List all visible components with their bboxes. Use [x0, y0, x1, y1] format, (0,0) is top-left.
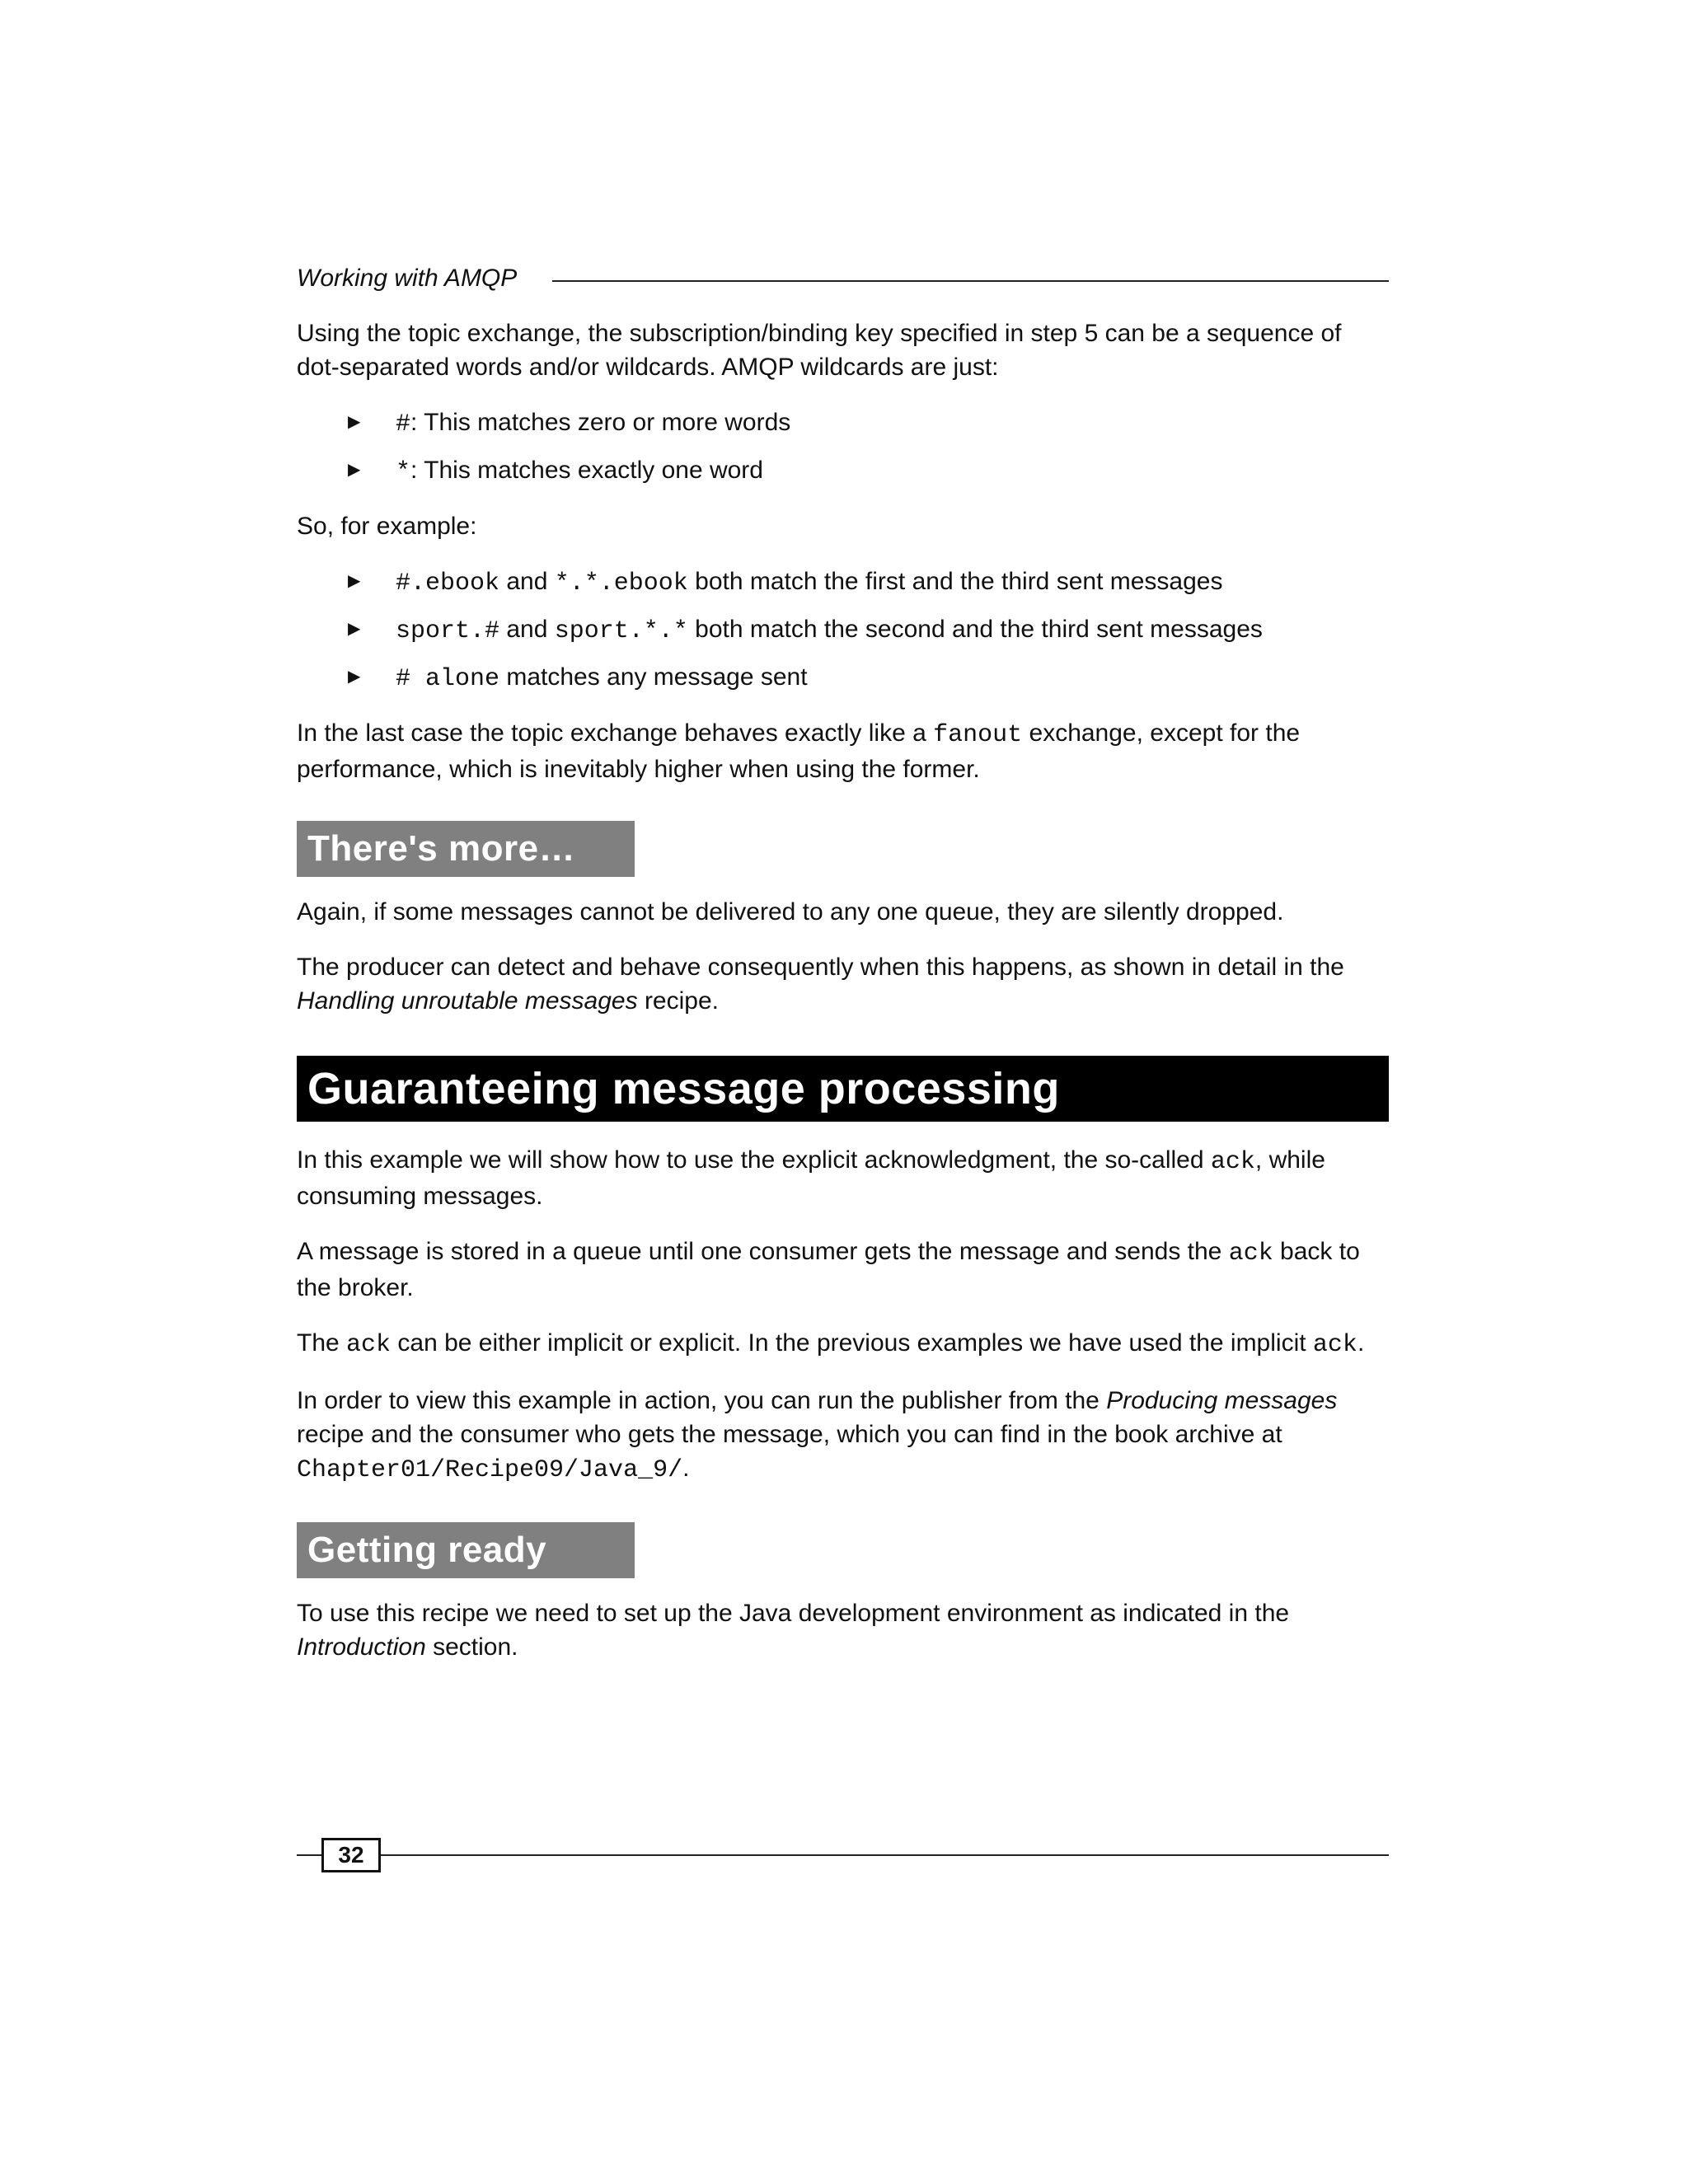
inline-code: ack: [1210, 1148, 1255, 1176]
archive-path: Chapter01/Recipe09/Java_9/: [297, 1456, 683, 1484]
text-run: To use this recipe we need to set up the Java development environment as indicated in the: [297, 1600, 1290, 1627]
intro-paragraph: Using the topic exchange, the subscription/binding key specified in step 5 can be a sequence of dot-separated words and/or wildcards. AMQP wildcards are just:: [297, 320, 1342, 381]
text-run: can be either implicit or explicit. In the previous examples we have used the implicit: [391, 1329, 1313, 1357]
text-run: recipe.: [637, 987, 719, 1015]
archive-paragraph: [297, 1384, 1389, 1488]
book-page: [297, 0, 1389, 2184]
example-code: sport.*.*: [554, 617, 688, 645]
inline-code: ack: [1312, 1331, 1357, 1359]
running-title: Working with AMQP: [297, 265, 540, 292]
inline-code: ack: [1228, 1240, 1273, 1268]
example-code: *.*.ebook: [554, 569, 688, 598]
queue-paragraph: [297, 1235, 1389, 1305]
text-run: In this example we will show how to use the explicit acknowledgment, the so-called: [297, 1146, 1211, 1174]
inline-code: ack: [346, 1331, 392, 1359]
recipe-reference: Producing messages: [1106, 1387, 1338, 1414]
bullet-arrow-icon: ▶: [348, 572, 361, 590]
list-item: [297, 660, 1389, 696]
text-run: , while consuming messages.: [297, 1146, 1325, 1210]
example-code: # alone: [396, 665, 500, 693]
section-heading-theres-more: There's more…: [297, 821, 635, 877]
text-run: .: [682, 1455, 690, 1482]
text-run: The producer can detect and behave consequently when this happens, as shown in detail in the: [297, 954, 1344, 981]
implicit-ack-paragraph: [297, 1326, 1389, 1362]
example-code: #.ebook: [396, 569, 500, 598]
recipe-reference: Handling unroutable messages: [297, 987, 638, 1015]
wildcard-description: : This matches exactly one word: [410, 457, 763, 484]
example-text: and: [499, 616, 555, 643]
wildcard-description: : This matches zero or more words: [410, 409, 791, 436]
text-run: A message is stored in a queue until one consumer gets the message and sends the: [297, 1238, 1229, 1265]
list-item: [297, 565, 1389, 601]
text-run: back to the broker.: [297, 1238, 1360, 1301]
text-run: In order to view this example in action, you can run the publisher from the: [297, 1387, 1107, 1414]
text-run: In the last case the topic exchange behaves exactly like a: [297, 719, 934, 747]
example-text: matches any message sent: [499, 663, 808, 691]
footer-rule: [297, 1854, 1389, 1856]
text-run: exchange, except for the performance, which is inevitably higher when using the former.: [297, 719, 1301, 783]
fanout-paragraph: [297, 716, 1389, 786]
running-header: [297, 262, 1389, 295]
recipe-title: Guaranteeing message processing: [297, 1056, 1389, 1122]
dropped-paragraph: Again, if some messages cannot be delivered to any one queue, they are silently dropped.: [297, 898, 1284, 926]
list-item: [297, 405, 1389, 442]
page-footer: [297, 1838, 1389, 1871]
example-list: [297, 565, 1389, 696]
page-content: [297, 316, 1389, 1685]
bullet-arrow-icon: ▶: [348, 620, 361, 638]
page-number: 32: [321, 1838, 381, 1872]
wildcard-list: [297, 405, 1389, 490]
text-run: section.: [425, 1633, 518, 1661]
text-run: recipe and the consumer who gets the message, which you can find in the book archive at: [297, 1421, 1282, 1448]
ack-intro-paragraph: [297, 1143, 1389, 1213]
inline-code: fanout: [933, 721, 1023, 749]
example-intro: So, for example:: [297, 513, 477, 540]
example-text: and: [499, 568, 555, 595]
wildcard-code: #: [396, 410, 411, 438]
header-rule: [552, 280, 1389, 282]
text-run: The: [297, 1329, 347, 1357]
list-item: [297, 453, 1389, 490]
wildcard-code: *: [396, 458, 411, 486]
example-code: sport.#: [396, 617, 500, 645]
example-text: both match the first and the third sent messages: [687, 568, 1223, 595]
bullet-arrow-icon: ▶: [348, 413, 361, 431]
producer-paragraph: [297, 950, 1389, 1018]
section-reference: Introduction: [297, 1633, 426, 1661]
example-text: both match the second and the third sent messages: [687, 616, 1263, 643]
bullet-arrow-icon: ▶: [348, 668, 361, 686]
bullet-arrow-icon: ▶: [348, 461, 361, 479]
text-run: .: [1357, 1329, 1365, 1357]
setup-paragraph: [297, 1596, 1389, 1664]
list-item: [297, 612, 1389, 649]
section-heading-getting-ready: Getting ready: [297, 1522, 635, 1578]
